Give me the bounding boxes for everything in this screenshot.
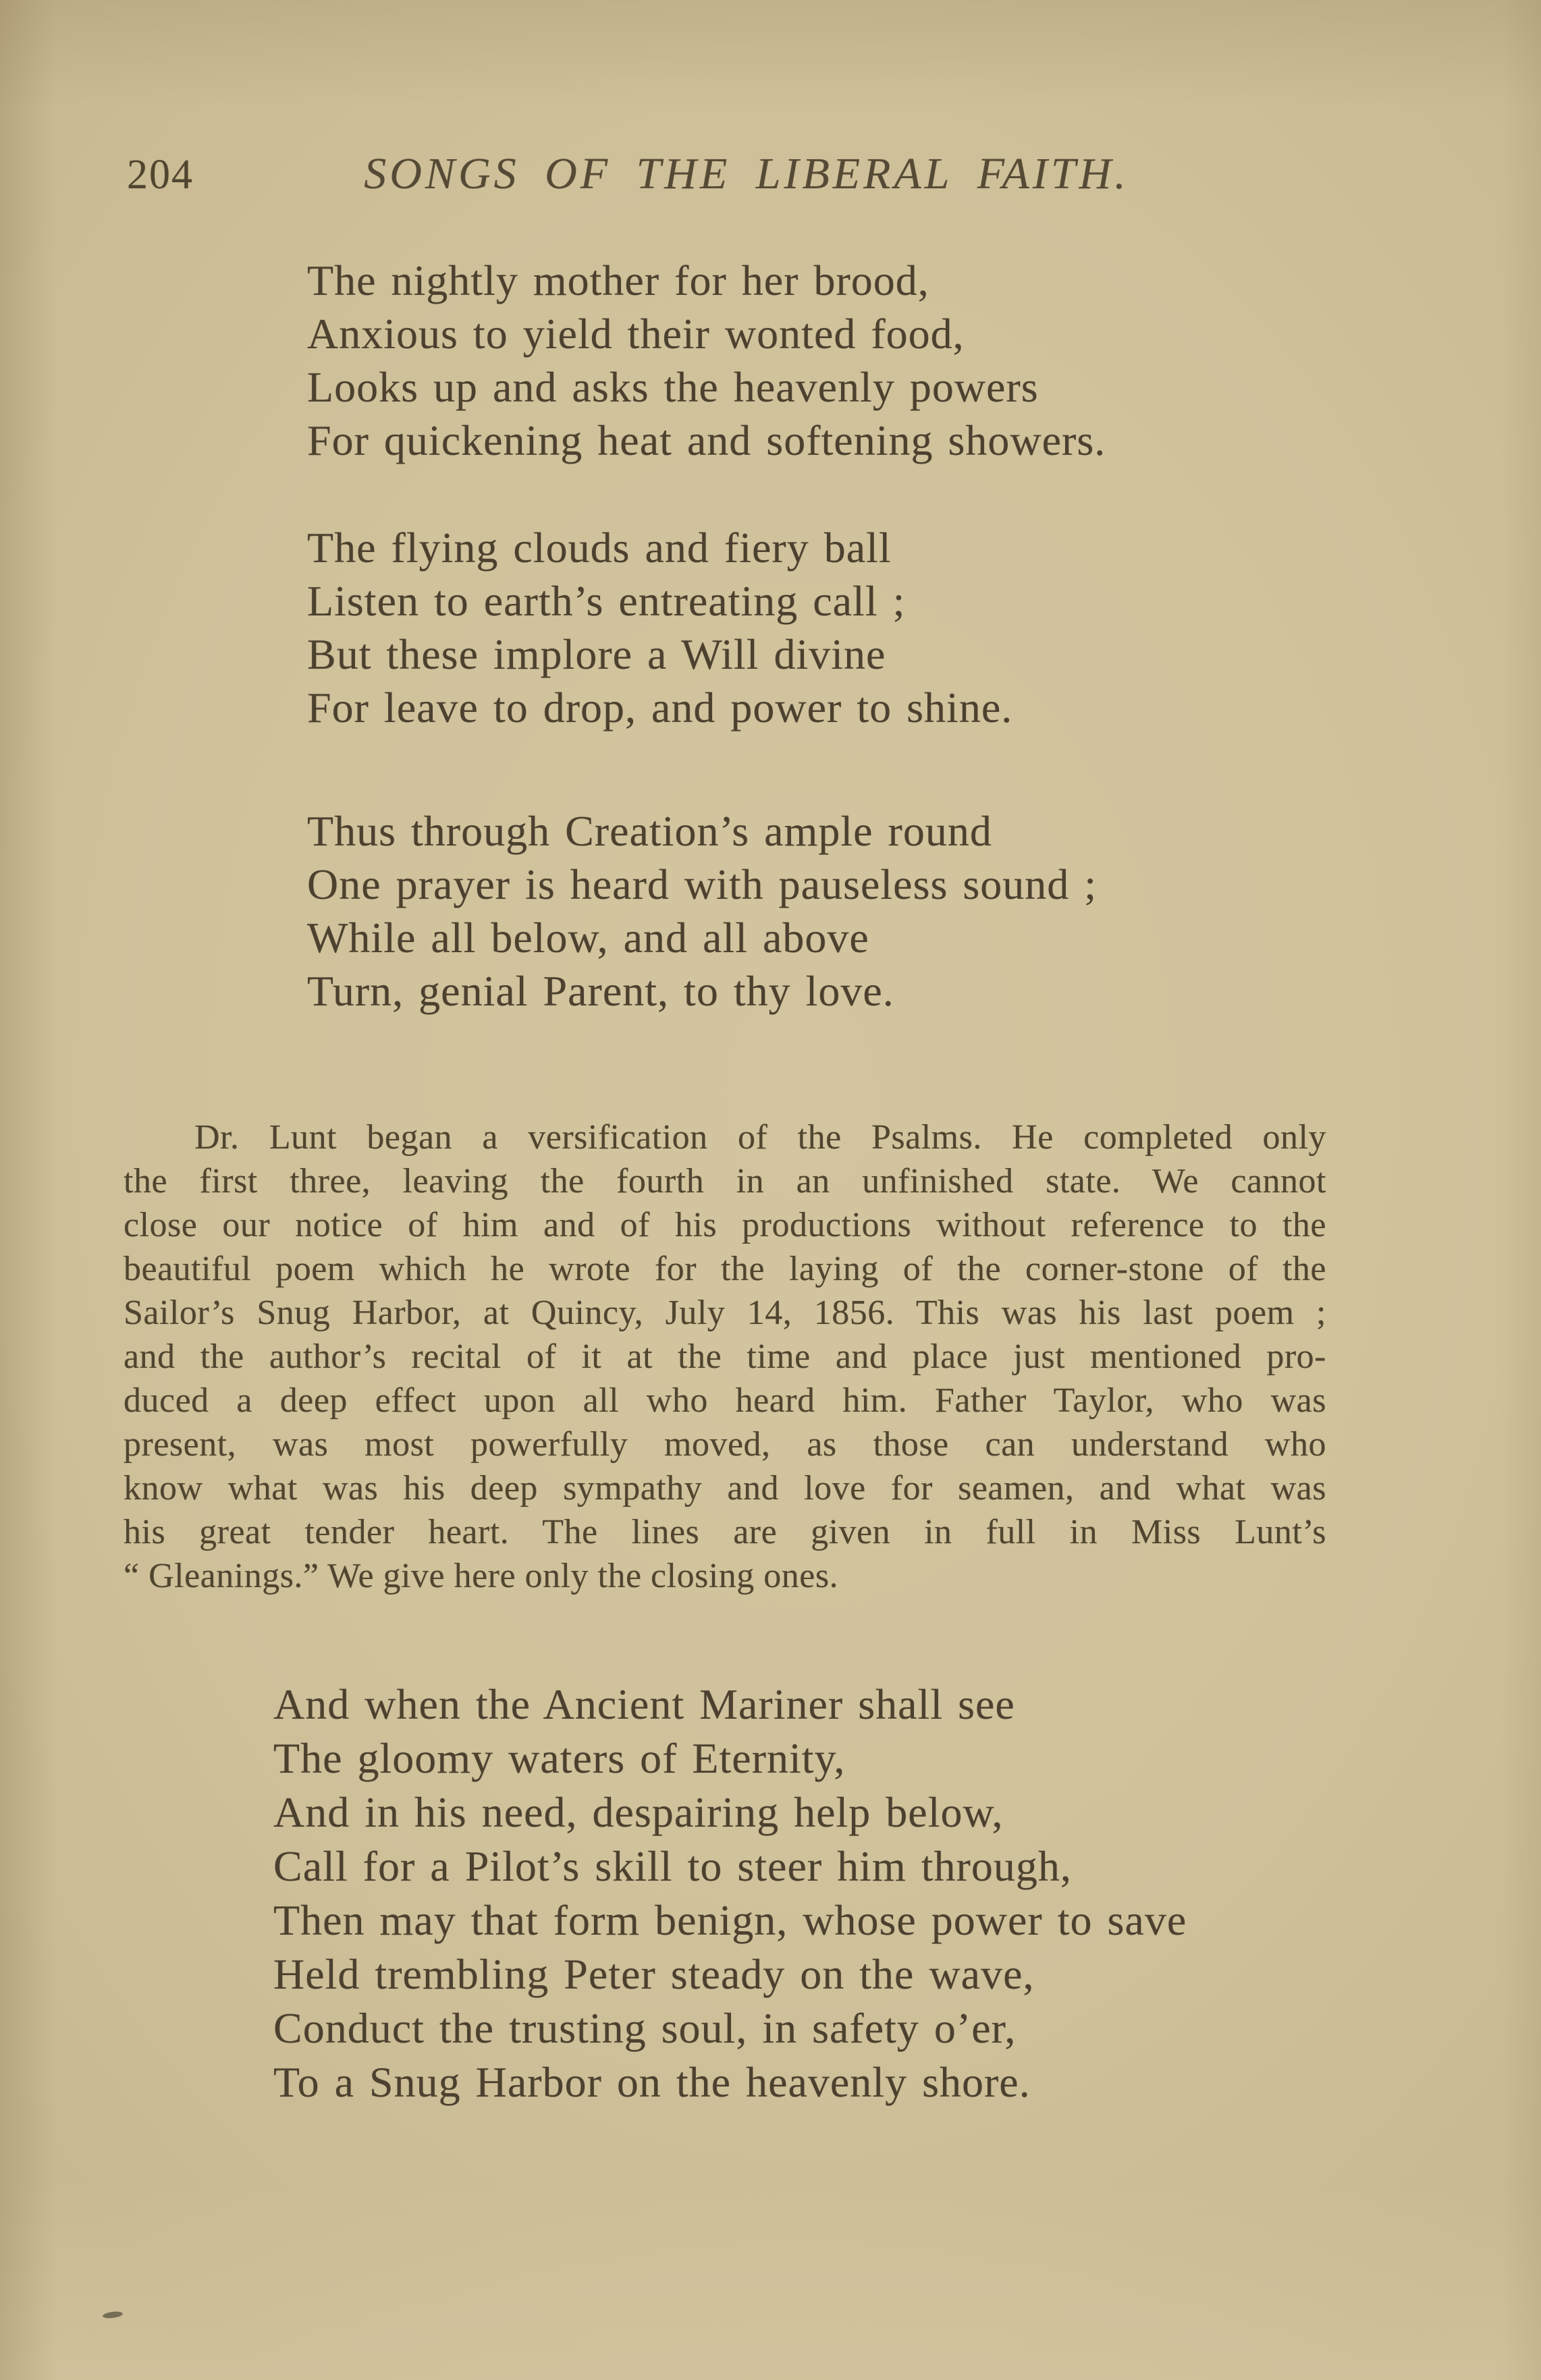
poem-line: But these implore a Will divine — [307, 630, 886, 678]
poem-line: Anxious to yield their wonted food, — [307, 310, 965, 358]
poem-line: The nightly mother for her brood, — [307, 256, 929, 304]
prose-paragraph — [124, 1115, 1326, 1598]
poem-line: Listen to earth’s entreating call ; — [307, 577, 906, 625]
page-number: 204 — [127, 152, 194, 198]
poem-line: The gloomy waters of Eternity, — [273, 1734, 846, 1782]
poem-line: And when the Ancient Mariner shall see — [273, 1680, 1015, 1728]
prose-line: “ Gleanings.” We give here only the closing ones. — [124, 1557, 839, 1595]
running-title: SONGS OF THE LIBERAL FAITH. — [364, 149, 1129, 198]
poem-line: And in his need, despairing help below, — [273, 1788, 1004, 1836]
psalm-stanza-3 — [307, 804, 1097, 1018]
poem-line: For quickening heat and softening showers. — [307, 416, 1106, 464]
poem-line: To a Snug Harbor on the heavenly shore. — [273, 2058, 1031, 2106]
poem-line: For leave to drop, and power to shine. — [307, 684, 1013, 731]
prose-line: close our notice of him and of his productions without reference to the — [124, 1206, 1326, 1244]
prose-line: duced a deep effect upon all who heard him. Father Taylor, who was — [124, 1381, 1326, 1420]
poem-line: Conduct the trusting soul, in safety o’er, — [273, 2004, 1017, 2052]
poem-line: Call for a Pilot’s skill to steer him through, — [273, 1842, 1072, 1890]
prose-line: present, was most powerfully moved, as those can understand who — [124, 1425, 1326, 1464]
poem-line: Then may that form benign, whose power to save — [273, 1896, 1187, 1944]
psalm-stanza-2 — [307, 521, 1012, 734]
poem-line: One prayer is heard with pauseless sound ; — [307, 860, 1098, 908]
poem-line: Turn, genial Parent, to thy love. — [307, 967, 894, 1015]
prose-line: beautiful poem which he wrote for the laying of the corner-stone of the — [124, 1250, 1326, 1288]
prose-line: the first three, leaving the fourth in an unfinished state. We cannot — [124, 1162, 1326, 1200]
poem-line: The flying clouds and fiery ball — [307, 524, 892, 572]
prose-line: Sailor’s Snug Harbor, at Quincy, July 14, 1856. This was his last poem ; — [124, 1294, 1326, 1332]
poem-line: Thus through Creation’s ample round — [307, 807, 992, 855]
psalm-stanza-1 — [307, 254, 1106, 467]
poem-line: While all below, and all above — [307, 914, 869, 962]
closing-poem — [273, 1678, 1187, 2109]
poem-line: Looks up and asks the heavenly powers — [307, 363, 1039, 411]
prose-line: know what was his deep sympathy and love for seamen, and what was — [124, 1469, 1326, 1507]
prose-line: his great tender heart. The lines are given in full in Miss Lunt’s — [124, 1513, 1326, 1551]
poem-line: Held trembling Peter steady on the wave, — [273, 1950, 1035, 1998]
prose-line: Dr. Lunt began a versification of the Psalms. He completed only — [194, 1118, 1326, 1157]
ink-smudge — [103, 2310, 124, 2319]
prose-line: and the author’s recital of it at the time and place just mentioned pro- — [124, 1337, 1326, 1376]
